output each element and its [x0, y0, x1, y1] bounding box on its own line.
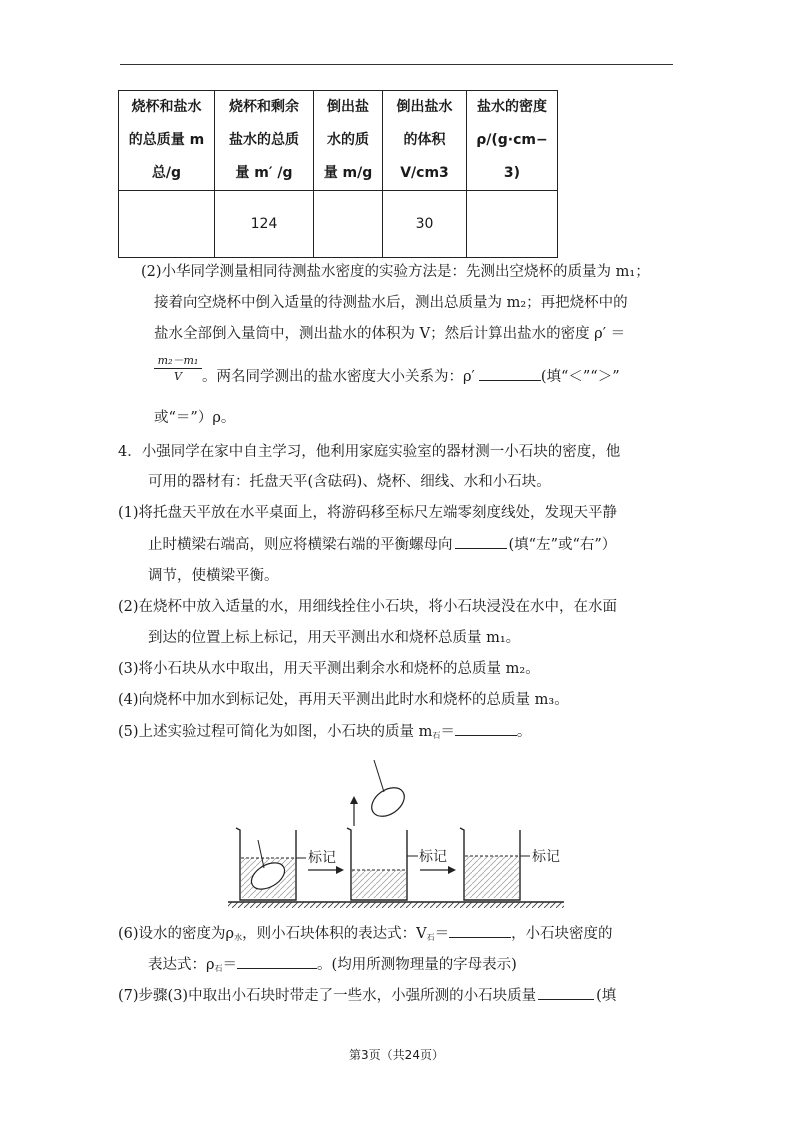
- data-table: [118, 90, 558, 258]
- answer-blank[interactable]: [449, 923, 511, 938]
- q4-step1-line1: (1)将托盘天平放在水平桌面上，将游码移至标尺左端零刻度线处，发现天平静: [118, 505, 618, 521]
- q4-step4: (4)向烧杯中加水到标记处，再用天平测出此时水和烧杯的总质量 m₃。: [118, 692, 569, 708]
- arrow-right-icon: [308, 866, 344, 874]
- stone-icon: [366, 782, 409, 822]
- beaker-3: [460, 828, 530, 900]
- page-footer: 第3页（共24页）: [349, 1048, 444, 1062]
- q2-line2: 接着向空烧杯中倒入适量的待测盐水后，测出总质量为 m₂；再把烧杯中的: [154, 295, 628, 311]
- q4-step7: (7)步骤(3)中取出小石块时带走了一些水，小强所测的小石块质量 (填: [118, 985, 616, 1006]
- mark-label: 标记: [532, 848, 560, 864]
- table-cell: 124: [215, 191, 314, 258]
- answer-blank[interactable]: [455, 534, 507, 549]
- q4-step1-line3: 调节，使横梁平衡。: [148, 568, 279, 584]
- answer-blank[interactable]: [237, 954, 317, 969]
- fraction-denominator: V: [174, 370, 182, 383]
- q4-intro1: 4．小强同学在家中自主学习，他利用家庭实验室的器材测一小石块的密度，他: [118, 444, 621, 460]
- table-cell: [119, 191, 215, 258]
- q2-line3: 盐水全部倒入量筒中，测出盐水的体积为 V；然后计算出盐水的密度 ρ′ ＝: [154, 326, 626, 342]
- beaker-2: [347, 760, 418, 900]
- beaker-1: [236, 828, 306, 900]
- q4-step6-line2: 表达式：$\rho_石=$ 。(均用所测物理量的字母表示): [148, 954, 517, 979]
- header-cell: 盐水的密度 ρ/(g·cm− 3): [467, 91, 558, 191]
- q2-line1: (2)小华同学测量相同待测盐水密度的实验方法是：先测出空烧杯的质量为 m₁；: [141, 264, 650, 280]
- q4-step1-line2: 止时横梁右端高，则应将横梁右端的平衡螺母向 (填“左”或“右”）: [148, 534, 616, 555]
- table-cell: [467, 191, 558, 258]
- answer-blank[interactable]: [479, 366, 541, 381]
- q4-step2-line2: 到达的位置上标上标记，用天平测出水和烧杯总质量 m₁。: [148, 630, 521, 646]
- header-rule: [120, 64, 673, 65]
- table-cell: [314, 191, 383, 258]
- header-cell: 烧杯和剩余 盐水的总质 量 m′ /g: [215, 91, 314, 191]
- q4-step6-line1: (6)设水的密度为$\rho_水$，则小石块体积的表达式：$V_石=$ ，小石块密度的: [118, 923, 613, 948]
- q4-step3: (3)将小石块从水中取出，用天平测出剩余水和烧杯的总质量 m₂。: [118, 661, 540, 677]
- arrow-right-icon: [420, 866, 456, 874]
- density-fraction: [154, 354, 202, 385]
- table-surface: [228, 902, 564, 908]
- fraction-numerator: m₂－m₁: [154, 354, 202, 369]
- q4-step5: (5)上述实验过程可简化为如图，小石块的质量 $m_石=$ 。: [118, 721, 531, 746]
- q4-step2-line1: (2)在烧杯中放入适量的水，用细线拴住小石块，将小石块浸没在水中，在水面: [118, 599, 618, 615]
- q2-line5: 或“＝”）ρ。: [154, 410, 236, 426]
- header-cell: 倒出盐水 的体积 V/cm3: [383, 91, 467, 191]
- header-cell: 烧杯和盐水 的总质量 m 总/g: [119, 91, 215, 191]
- experiment-figure: [226, 752, 566, 912]
- mark-label: 标记: [308, 849, 336, 865]
- mark-label: 标记: [419, 848, 447, 864]
- table-cell: 30: [383, 191, 467, 258]
- table-row: [119, 191, 558, 258]
- q2-line4: 。两名同学测出的盐水密度大小关系为：ρ′ (填“＜”“＞”: [202, 366, 620, 387]
- q4-intro2: 可用的器材有：托盘天平(含砝码)、烧杯、细线、水和小石块。: [148, 474, 551, 490]
- table-header-row: [119, 91, 558, 191]
- answer-blank[interactable]: [455, 721, 517, 736]
- answer-blank[interactable]: [538, 985, 594, 1000]
- header-cell: 倒出盐 水的质 量 m/g: [314, 91, 383, 191]
